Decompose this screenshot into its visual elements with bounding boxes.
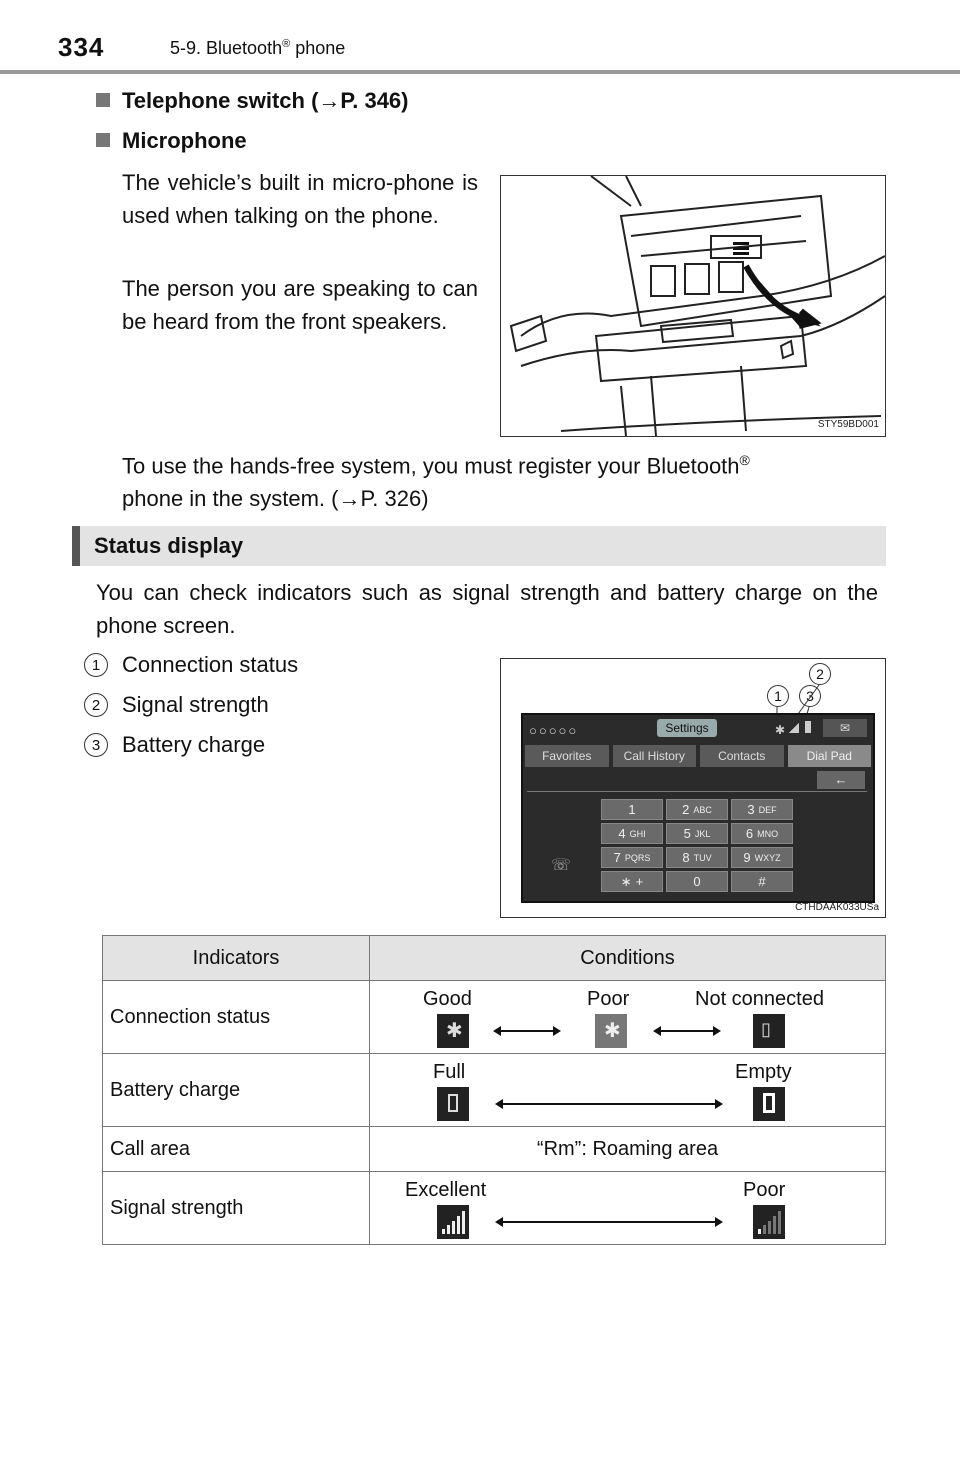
register-note: To use the hands-free system, you must register your Bluetooth® phone in the system. (→P. 326): [122, 452, 750, 512]
connection-status-cell: Good Poor Not connected ✱ ✱ ▯: [371, 982, 884, 1052]
callout-number: 2: [84, 693, 108, 717]
key-4[interactable]: 4 GHI: [601, 823, 663, 844]
section-title: 5-9. Bluetooth® phone: [170, 38, 346, 58]
key-6[interactable]: 6 MNO: [731, 823, 793, 844]
page-number: 334: [58, 32, 105, 62]
bluetooth-icon: ✱: [775, 723, 786, 737]
key-hash[interactable]: #: [731, 871, 793, 892]
signal-strong-icon: [437, 1205, 469, 1239]
backspace-button[interactable]: ←: [817, 771, 865, 789]
phone-screen-figure: [500, 658, 886, 918]
microphone-figure: [500, 175, 886, 437]
table-row: [103, 1172, 886, 1245]
bluetooth-icon: ✱: [595, 1014, 627, 1048]
square-bullet-icon: [96, 133, 110, 147]
overhead-console-illustration: [501, 176, 885, 436]
tab-favorites[interactable]: Favorites: [525, 745, 609, 767]
callout-number: 1: [767, 685, 789, 707]
legend-connection-status: Connection status: [122, 652, 299, 677]
signal-strength-cell: Excellent Poor: [371, 1173, 884, 1243]
indicators-table: [102, 935, 886, 1245]
double-arrow-icon: [659, 1030, 715, 1032]
bluetooth-icon: ✱: [437, 1014, 469, 1048]
key-1[interactable]: 1: [601, 799, 663, 820]
key-2[interactable]: 2 ABC: [666, 799, 728, 820]
figure-code: CTHDAAK033USa: [795, 902, 879, 913]
call-area-condition: “Rm”: Roaming area: [370, 1127, 886, 1172]
battery-empty-icon: [753, 1087, 785, 1121]
callout-number: 1: [84, 653, 108, 677]
row-label: Signal strength: [103, 1172, 370, 1245]
telephone-switch-heading: Telephone switch (→P. 346): [96, 88, 409, 114]
row-label: Battery charge: [103, 1054, 370, 1127]
battery-full-icon: [437, 1087, 469, 1121]
microphone-para-1: The vehicle’s built in micro-phone is used when talking on the phone.: [122, 170, 478, 228]
double-arrow-icon: [501, 1221, 717, 1223]
phone-handset-icon: ☏: [551, 857, 572, 874]
signal-strong-icon: [789, 723, 799, 733]
row-label: Call area: [103, 1127, 370, 1172]
table-row: [103, 981, 886, 1054]
dial-keypad: [601, 799, 795, 892]
key-0[interactable]: 0: [666, 871, 728, 892]
table-header-row: [103, 936, 886, 981]
square-bullet-icon: [96, 93, 110, 107]
tab-dial-pad[interactable]: Dial Pad: [788, 745, 872, 767]
header-indicators: Indicators: [103, 936, 370, 981]
table-row: [103, 1127, 886, 1172]
key-8[interactable]: 8 TUV: [666, 847, 728, 868]
key-9[interactable]: 9 WXYZ: [731, 847, 793, 868]
header-rule: [0, 70, 960, 74]
figure-code: STY59BD001: [817, 419, 879, 430]
status-display-heading: Status display: [72, 526, 886, 566]
row-label: Connection status: [103, 981, 370, 1054]
microphone-heading: Microphone: [96, 128, 247, 154]
callout-number: 3: [799, 685, 821, 707]
tab-call-history[interactable]: Call History: [613, 745, 697, 767]
double-arrow-icon: [499, 1030, 555, 1032]
signal-weak-icon: [753, 1205, 785, 1239]
settings-button[interactable]: Settings: [657, 719, 717, 737]
key-star-plus[interactable]: ∗ +: [601, 871, 663, 892]
no-phone-icon: ▯: [753, 1014, 785, 1048]
battery-full-icon: [805, 721, 811, 733]
legend-signal-strength: Signal strength: [122, 692, 269, 717]
mail-icon[interactable]: ✉: [823, 719, 867, 737]
key-7[interactable]: 7 PQRS: [601, 847, 663, 868]
status-intro: You can check indicators such as signal strength and battery charge on the phone screen.: [96, 580, 878, 638]
status-dots: ○○○○○: [529, 723, 579, 738]
phone-screen: [521, 713, 875, 903]
key-5[interactable]: 5 JKL: [666, 823, 728, 844]
legend-battery-charge: Battery charge: [122, 732, 266, 757]
key-3[interactable]: 3 DEF: [731, 799, 793, 820]
table-row: [103, 1054, 886, 1127]
double-arrow-icon: [501, 1103, 717, 1105]
tab-contacts[interactable]: Contacts: [700, 745, 784, 767]
microphone-para-2: The person you are speaking to can be heard from the front speakers.: [122, 276, 478, 334]
battery-charge-cell: Full Empty: [371, 1055, 884, 1125]
header-conditions: Conditions: [370, 936, 886, 981]
callout-number: 2: [809, 663, 831, 685]
callout-number: 3: [84, 733, 108, 757]
